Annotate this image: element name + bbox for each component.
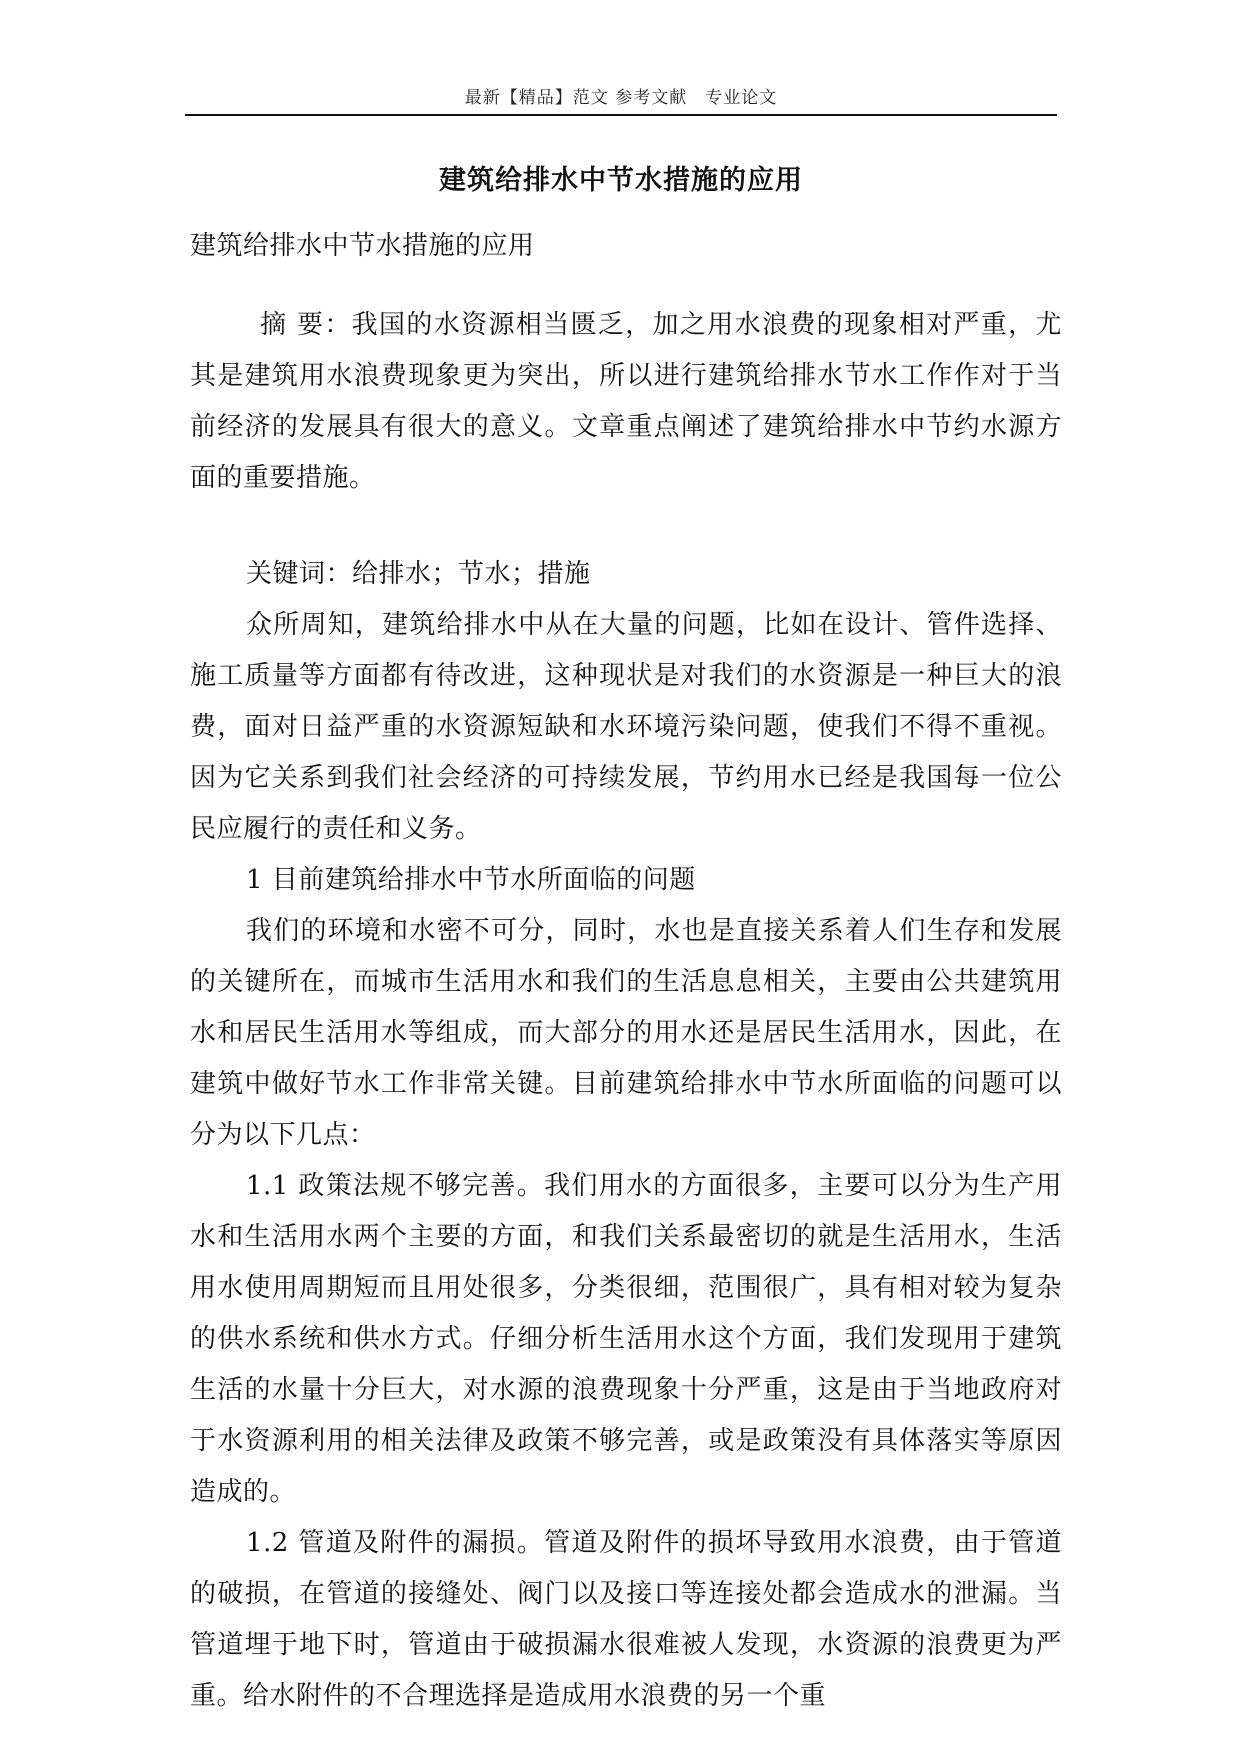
header-divider xyxy=(185,114,1057,116)
spacer xyxy=(190,504,1062,549)
body-paragraph: 1.2 管道及附件的漏损。管道及附件的损坏导致用水浪费，由于管道的破损，在管道的接缝处、阀门以及接口等连接处都会造成水的泄漏。当管道埋于地下时，管道由于破损漏水很难被人发现，水资源的浪费更为严重。给水附件的不合理选择是造成用水浪费的另一个重 xyxy=(190,1528,1062,1711)
abstract-paragraph: 摘 要：我国的水资源相当匮乏，加之用水浪费的现象相对严重，尤其是建筑用水浪费现象更为突出，所以进行建筑给排水节水工作作对于当前经济的发展具有很大的意义。文章重点阐述了建筑给排水中节约水源方面的重要措施。 xyxy=(190,310,1062,493)
body-paragraph: 1.1 政策法规不够完善。我们用水的方面很多，主要可以分为生产用水和生活用水两个主要的方面，和我们关系最密切的就是生活用水，生活用水使用周期短而且用处很多，分类很细，范围很广，具有相对较为复杂的供水系统和供水方式。仔细分析生活用水这个方面，我们发现用于建筑生活的水量十分巨大，对水源的浪费现象十分严重，这是由于当地政府对于水资源利用的相关法律及政策不够完善，或是政策没有具体落实等原因造成的。 xyxy=(190,1171,1062,1507)
spacer xyxy=(190,272,1062,300)
body-paragraph: 我们的环境和水密不可分，同时，水也是直接关系着人们生存和发展的关键所在，而城市生活用水和我们的生活息息相关，主要由公共建筑用水和居民生活用水等组成，而大部分的用水还是居民生活用水，因此，在建筑中做好节水工作非常关键。目前建筑给排水中节水所面临的问题可以分为以下几点： xyxy=(190,916,1062,1150)
section-heading: 1 目前建筑给排水中节水所面临的问题 xyxy=(246,865,696,895)
document-title: 建筑给排水中节水措施的应用 xyxy=(439,165,803,196)
page-header: 最新【精品】范文 参考文献 专业论文 xyxy=(464,88,778,108)
body-paragraph: 众所周知，建筑给排水中从在大量的问题，比如在设计、管件选择、施工质量等方面都有待改进，这种现状是对我们的水资源是一种巨大的浪费，面对日益严重的水资源短缺和水环境污染问题，使我们不得不重视。因为它关系到我们社会经济的可持续发展，节约用水已经是我国每一位公民应履行的责任和义务。 xyxy=(190,610,1062,844)
keywords-line: 关键词：给排水；节水；措施 xyxy=(246,559,591,589)
document-subtitle: 建筑给排水中节水措施的应用 xyxy=(190,231,535,261)
document-body xyxy=(190,221,1062,1722)
